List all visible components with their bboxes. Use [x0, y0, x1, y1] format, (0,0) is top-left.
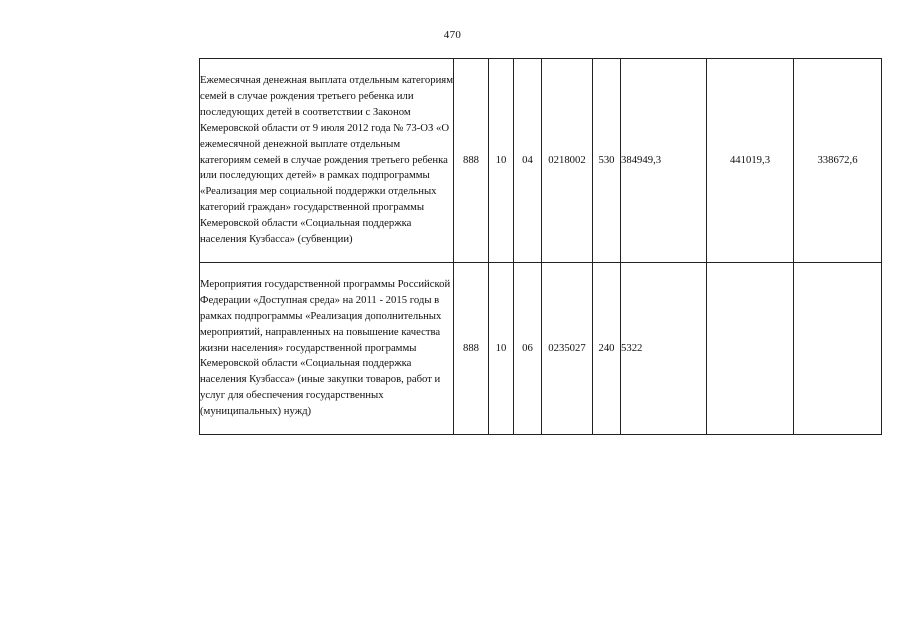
amount-year-1: 384949,3	[621, 59, 707, 263]
amount-year-2: 441019,3	[707, 59, 794, 263]
amount-year-3	[794, 263, 882, 435]
expense-type-code: 240	[593, 263, 621, 435]
target-code: 0218002	[542, 59, 593, 263]
row-description: Мероприятия государственной программы Российской Федерации «Доступная среда» на 2011 - 2015 годы в рамках подпрограммы «Реализация дополнительных мероприятий, направленных на повышение качества жизни населения» государственной программы Кемеровской области «Социальная поддержка населения Кузбасса» (иные закупки товаров, работ и услуг для обеспечения государственных (муниципальных) нужд)	[200, 263, 454, 435]
row-description: Ежемесячная денежная выплата отдельным категориям семей в случае рождения третьего ребенка или последующих детей в соответствии с Законом Кемеровской области от 9 июля 2012 года № 73-ОЗ «О ежемесячной денежной выплате отдельным категориям семей в случае рождения третьего ребенка или последующих детей» в рамках подпрограммы «Реализация мер социальной поддержки отдельных категорий граждан» государственной программы Кемеровской области «Социальная поддержка населения Кузбасса» (субвенции)	[200, 59, 454, 263]
subsection-code: 04	[514, 59, 542, 263]
ministry-code: 888	[454, 59, 489, 263]
expense-type-code: 530	[593, 59, 621, 263]
table-row	[200, 263, 882, 435]
budget-table	[199, 58, 882, 435]
amount-year-3: 338672,6	[794, 59, 882, 263]
target-code: 0235027	[542, 263, 593, 435]
subsection-code: 06	[514, 263, 542, 435]
ministry-code: 888	[454, 263, 489, 435]
table-row	[200, 59, 882, 263]
section-code: 10	[489, 59, 514, 263]
page-number: 470	[443, 29, 462, 41]
amount-year-2	[707, 263, 794, 435]
amount-year-1: 5322	[621, 263, 707, 435]
section-code: 10	[489, 263, 514, 435]
